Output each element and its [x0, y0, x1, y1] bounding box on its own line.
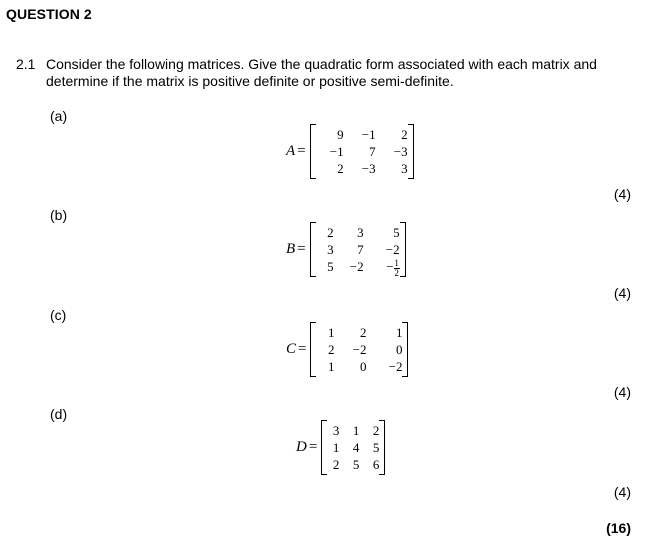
matrix-b-cell: 5 [327, 259, 334, 274]
matrix-b-cell: 7 [357, 242, 364, 257]
matrix-a-cell: −1 [329, 144, 344, 159]
matrix-b-block [286, 222, 406, 277]
matrix-a-cell: −3 [361, 161, 376, 176]
fraction [394, 259, 400, 278]
matrix-c-cell: −2 [352, 342, 367, 357]
matrix-b-name: B [286, 241, 296, 257]
matrix-b [310, 222, 406, 277]
part-a-marks: (4) [613, 186, 631, 202]
matrix-d-cell: 2 [332, 457, 340, 472]
matrix-b-cell: 3 [327, 242, 334, 257]
matrix-a-cell: 3 [401, 161, 408, 176]
matrix-a [310, 124, 414, 179]
fraction-numerator: 1 [394, 257, 399, 268]
matrix-a-cell: 7 [369, 144, 376, 159]
matrix-a-cell: 2 [401, 127, 408, 142]
question-intro [16, 56, 636, 90]
matrix-d-cell: 1 [332, 440, 340, 455]
matrix-c [310, 322, 408, 377]
matrix-c-cell: 1 [327, 325, 335, 340]
matrix-d-cell: 3 [332, 423, 340, 438]
matrix-d-cell: 1 [352, 423, 360, 438]
matrix-a-cell: 2 [337, 161, 344, 176]
fraction-sign: − [386, 259, 394, 274]
matrix-c-cell: 0 [395, 342, 403, 357]
matrix-b-equals: = [297, 241, 306, 257]
matrix-b-cell: 2 [327, 225, 334, 240]
matrix-c-equals: = [298, 341, 307, 357]
matrix-c-cell: 2 [359, 325, 367, 340]
matrix-b-cell: 3 [357, 225, 364, 240]
matrix-d-name: D [296, 439, 307, 455]
matrix-c-cell: −2 [388, 359, 403, 374]
matrix-a-name: A [286, 143, 296, 159]
matrix-b-fraction-cell [364, 257, 400, 278]
matrix-a-block [286, 124, 414, 179]
matrix-c-cell: 2 [327, 342, 335, 357]
part-d-label: (d) [50, 406, 68, 422]
matrix-d-cell: 5 [372, 440, 380, 455]
matrix-d [321, 420, 385, 475]
question-heading: QUESTION 2 [6, 6, 92, 22]
fraction-denominator: 2 [394, 267, 399, 278]
matrix-b-cell: −2 [385, 242, 400, 257]
total-marks: (16) [606, 520, 631, 536]
part-c-label: (c) [50, 307, 67, 323]
intro-line-2: determine if the matrix is positive definite or positive semi-definite. [46, 73, 454, 89]
matrix-c-name: C [286, 341, 297, 357]
matrix-c-block [286, 322, 408, 377]
part-b-label: (b) [50, 207, 68, 223]
matrix-d-equals: = [308, 439, 318, 455]
matrix-d-block [296, 420, 385, 475]
matrix-c-cell: 1 [327, 359, 335, 374]
question-number: 2.1 [16, 56, 36, 72]
matrix-b-cell: 5 [393, 225, 400, 240]
matrix-b-cell: −2 [349, 259, 364, 274]
matrix-d-cell: 4 [352, 440, 360, 455]
matrix-a-equals: = [297, 143, 306, 159]
matrix-d-cell: 6 [372, 457, 380, 472]
part-d-marks: (4) [613, 484, 631, 500]
matrix-d-cell: 2 [372, 423, 380, 438]
intro-line-1: Consider the following matrices. Give the quadratic form associated with each matrix and [46, 56, 597, 72]
matrix-c-cell: 0 [359, 359, 367, 374]
matrix-d-cell: 5 [352, 457, 360, 472]
part-a-label: (a) [50, 108, 68, 124]
matrix-a-cell: −1 [361, 127, 376, 142]
part-c-marks: (4) [613, 384, 631, 400]
matrix-a-cell: −3 [393, 144, 408, 159]
matrix-a-cell: 9 [337, 127, 344, 142]
part-b-marks: (4) [613, 285, 631, 301]
matrix-c-cell: 1 [395, 325, 403, 340]
